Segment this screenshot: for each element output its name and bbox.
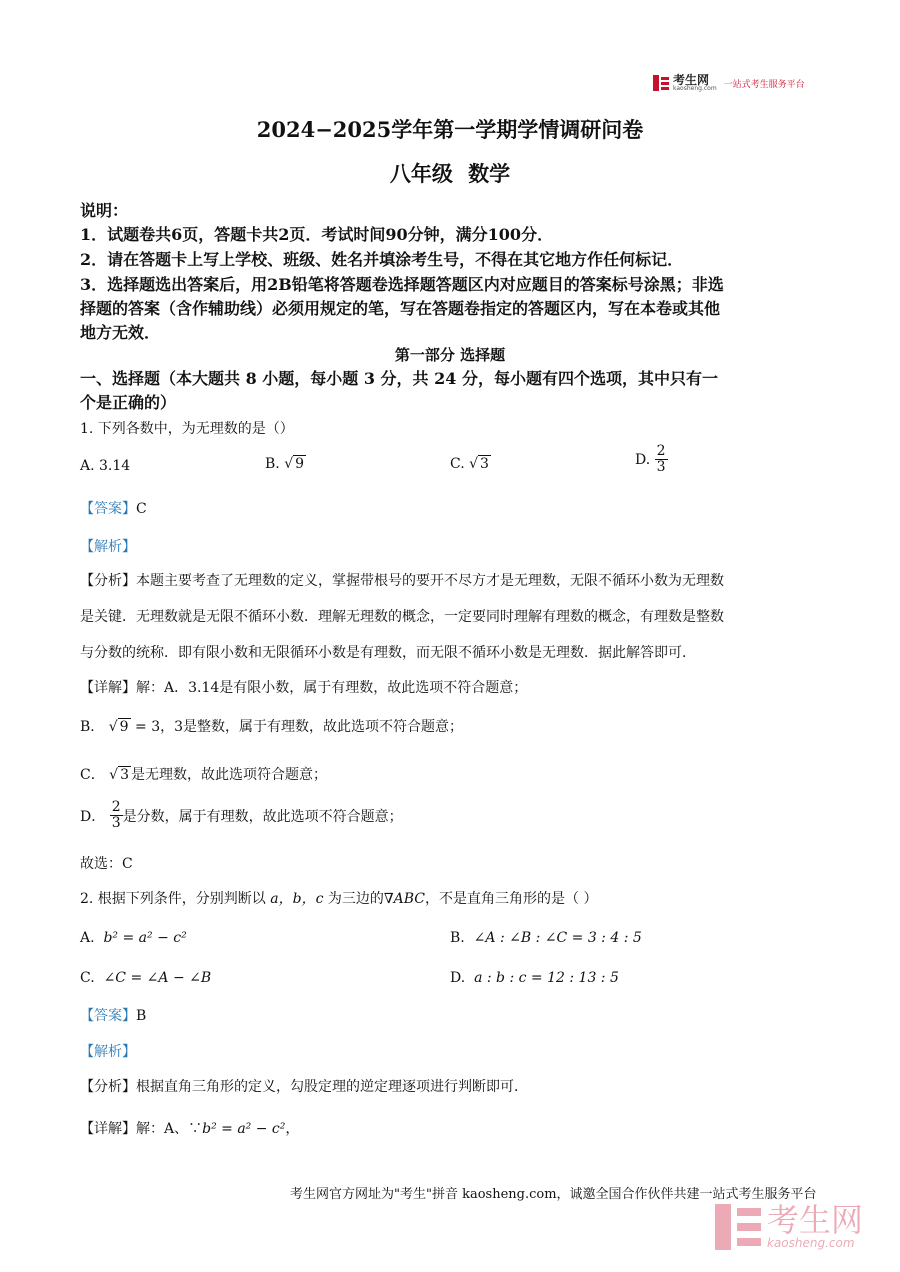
q2-fenxi: 【分析】根据直角三角形的定义，勾股定理的逆定理逐项进行判断即可． [80, 1079, 528, 1095]
instruction-item: 择题的答案（含作辅助线）必须用规定的笔，写在答题卷指定的答题区内，写在本卷或其他 [80, 299, 721, 318]
q2-option-d: D. a : b : c = 12 : 13 : 5 [450, 970, 619, 986]
sqrt-symbol: √ 3 [109, 767, 130, 783]
q1-analysis-tag: 【解析】 [80, 539, 136, 555]
part-heading-line: 一、选择题（本大题共 8 小题，每小题 3 分，共 24 分，每小题有四个选项，其中只有一 [80, 369, 718, 388]
kaosheng-logo-icon [653, 75, 669, 91]
q2-analysis-tag: 【解析】 [80, 1044, 136, 1060]
q1-option-d: D. $\frac{2}{3}$ [635, 443, 666, 476]
q2-option-b: B. ∠A : ∠B : ∠C = 3 : 4 : 5 [450, 930, 642, 946]
q1-detail-a: 【详解】解：A．3.14是有限小数，属于有理数，故此选项不符合题意； [80, 680, 528, 696]
watermark [715, 1201, 864, 1250]
logo-name: 考生网 [673, 73, 710, 87]
section-title: 第一部分 选择题 [394, 346, 506, 364]
kaosheng-watermark-icon [715, 1204, 761, 1250]
instruction-item: 1．试题卷共6页，答题卡共2页．考试时间90分钟，满分100分． [80, 225, 554, 244]
logo-slogan: 一站式考生服务平台 [723, 79, 805, 90]
q1-option-c: C. √ 3 [450, 456, 489, 472]
sqrt-symbol: √ 9 [108, 719, 129, 735]
instruction-item: 地方无效． [80, 323, 161, 342]
q1-detail-b: B． √ 9 = 3，3是整数，属于有理数，故此选项不符合题意； [80, 719, 464, 735]
q1-stem: 1. 下列各数中，为无理数的是（） [80, 421, 294, 437]
q1-fenxi-line: 是关键．无理数就是无限不循环小数．理解无理数的概念，一定要同时理解有理数的概念，有理数是整数 [80, 609, 724, 625]
q2-detail: 【详解】解：A、∵b² = a² − c²， [80, 1121, 300, 1137]
sqrt-symbol: √ 9 [284, 456, 305, 472]
fraction: $\frac{2}{3}$ [656, 443, 666, 476]
q1-option-a: A. 3.14 [80, 458, 131, 474]
watermark-name: 考生网 [767, 1201, 864, 1239]
q2-stem: 2. 根据下列条件，分别判断以 a，b，c 为三边的∇ABC，不是直角三角形的是（ ） [80, 891, 598, 907]
header-logo [653, 74, 805, 92]
instruction-item: 3．选择题选出答案后，用2B铅笔将答题卷选择题答题区内对应题目的答案标号涂黑；非选 [80, 275, 724, 294]
part-heading-line: 个是正确的） [80, 393, 177, 412]
logo-domain: kaosheng.com [673, 85, 717, 92]
q1-detail-c: C． √ 3 是无理数，故此选项符合题意； [80, 767, 328, 783]
q1-option-b: B. √ 9 [265, 456, 305, 472]
fraction: $\frac{2}{3}$ [111, 799, 121, 832]
page-footer: 考生网官方网址为"考生"拼音 kaosheng.com，诚邀全国合作伙伴共建一站式考生服务平台 [290, 1187, 817, 1202]
page-subtitle: 八年级 数学 [389, 161, 511, 186]
page-title: 2024−2025学年第一学期学情调研问卷 [256, 117, 644, 142]
q1-fenxi-line: 与分数的统称．即有限小数和无限循环小数是有理数，而无限不循环小数是无理数．据此解答即可． [80, 645, 696, 661]
instructions-heading: 说明： [80, 201, 129, 220]
instruction-item: 2．请在答题卡上写上学校、班级、姓名并填涂考生号，不得在其它地方作任何标记． [80, 250, 684, 269]
watermark-domain: kaosheng.com [767, 1236, 855, 1250]
sqrt-symbol: √ 3 [469, 456, 489, 472]
q2-option-c: C. ∠C = ∠A − ∠B [80, 970, 212, 986]
q2-option-a: A. b² = a² − c² [80, 930, 187, 946]
q2-answer: 【答案】B [80, 1008, 147, 1024]
q1-fenxi: 【分析】本题主要考查了无理数的定义，掌握带根号的要开不尽方才是无理数，无限不循环小数为无理数 [80, 573, 724, 589]
q1-detail-d: D． $\frac{2}{3}$ 是分数，属于有理数，故此选项不符合题意； [80, 799, 403, 832]
q1-conclusion: 故选：C [80, 856, 133, 872]
q1-answer: 【答案】C [80, 501, 147, 517]
